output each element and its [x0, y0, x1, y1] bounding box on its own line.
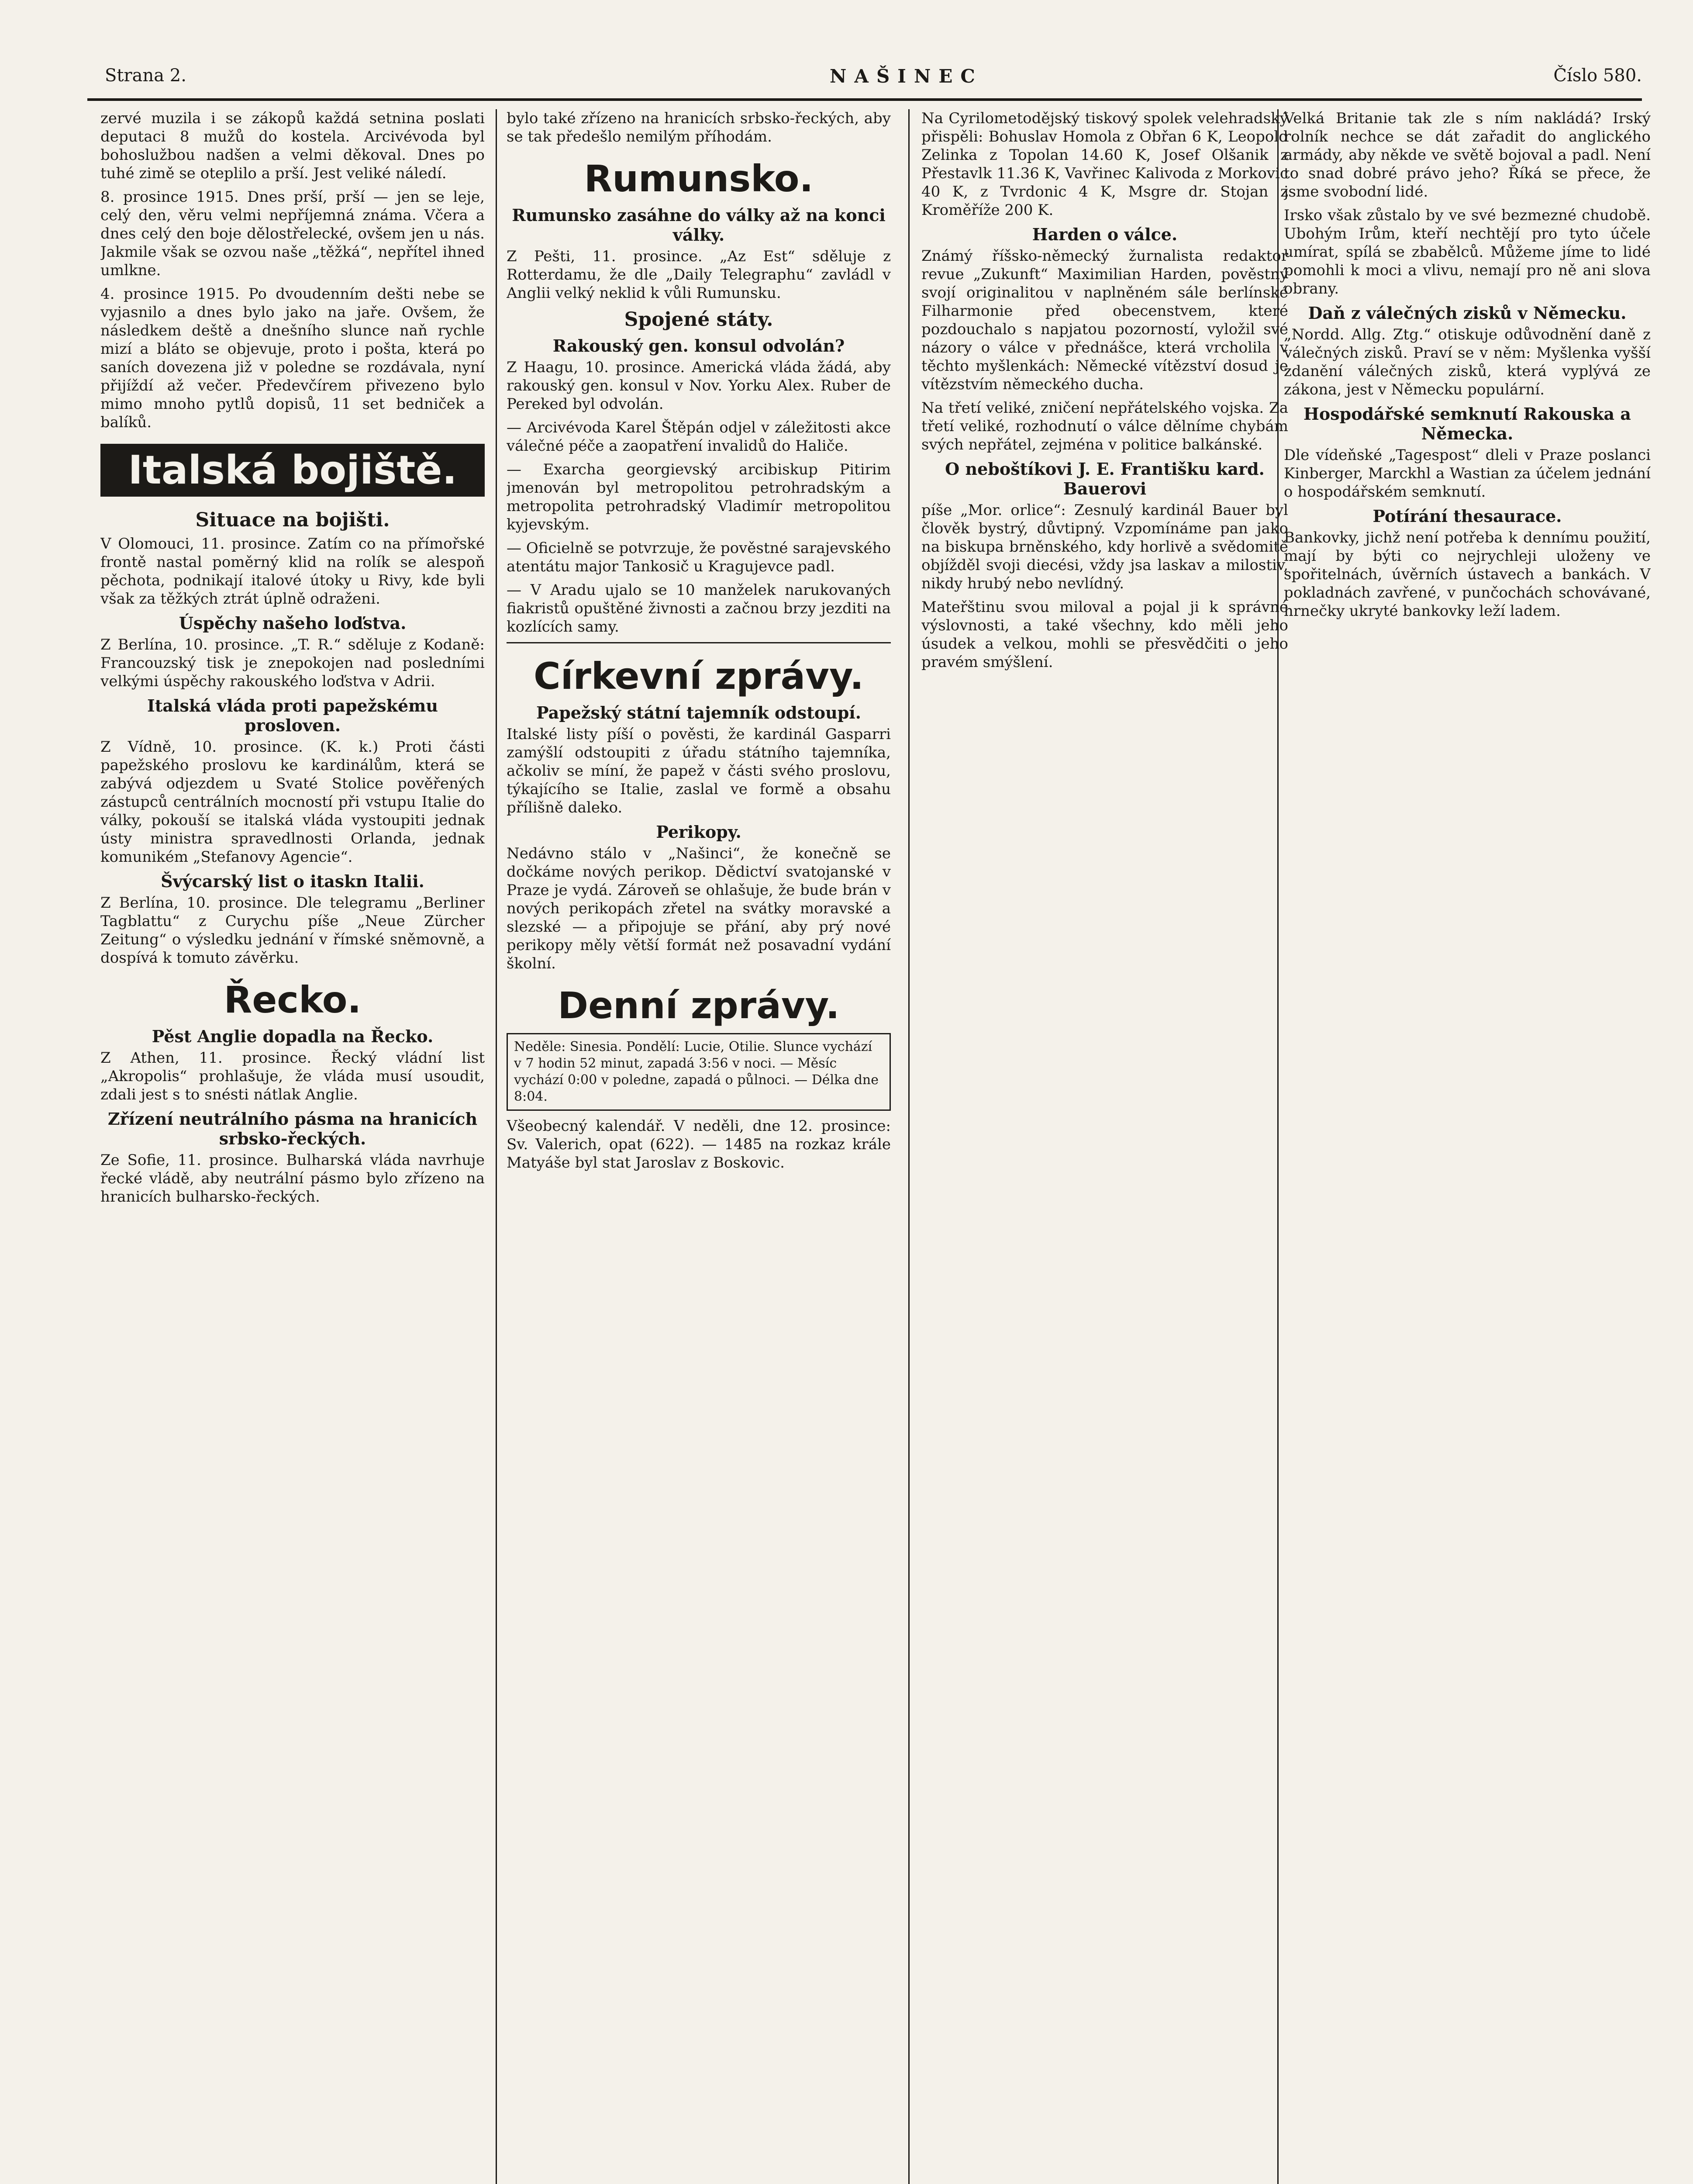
article-text: Na Cyrilometodějský tiskový spolek velehradský přispěli: Bohuslav Homola z Obřan 6 K, Leopold Zelinka z Topolan 14.60 K, Josef Olšanik z Přestavlk 11.36 K, Vavřinec Kalivoda z Morkovic 40 K, z Tvrdonic 4 K, Msgre dr. Stojan z Kroměříže 200 K. — [921, 110, 1288, 219]
column-4 — [1284, 109, 1651, 2184]
column-divider-1 — [496, 109, 497, 2184]
article-text: Nedávno stálo v „Našinci“, že konečně se dočkáme nových perikop. Dědictví svatojanské v Praze je vydá. Zároveň se ohlašuje, že bude brán v nových perikopách zřetel na svátky moravské a slezské — a připojuje se přání, aby prý nové perikopy měly větší formát než posavadní vydání školní. — [507, 845, 891, 972]
article-text: Z Pešti, 11. prosince. „Az Est“ sděluje z Rotterdamu, že dle „Daily Telegraphu“ zavládl v Anglii velký neklid k vůli Rumunsku. — [507, 248, 891, 302]
article-heading: Potírání thesaurace. — [1372, 506, 1562, 526]
header-rule — [87, 98, 1642, 101]
article-text: Ze Sofie, 11. prosince. Bulharská vláda navrhuje řecké vládě, aby neutrální pásmo bylo zřízeno na hranicích bulharsko-řeckých. — [100, 1151, 485, 1206]
article-text: Z Berlína, 10. prosince. Dle telegramu „Berliner Tagblattu“ z Curychu píše „Neue Zürcher Zeitung“ o výsledku jednání v římské sněmovně, a dospívá k tomuto závěrku. — [100, 894, 485, 967]
article-text: Všeobecný kalendář. V neděli, dne 12. prosince: Sv. Valerich, opat (622). — 1485 na rozkaz krále Matyáše byl stat Jaroslav z Boskovic. — [507, 1117, 891, 1171]
article-text: Dle vídeňské „Tagespost“ dleli v Praze poslanci Kinberger, Marckhl a Wastian za účelem jednání o hospodářském semknutí. — [1284, 446, 1651, 501]
article-text: píše „Mor. orlice“: Zesnulý kardinál Bauer byl člověk bystrý, důvtipný. Vzpomínáme pan jako na biskupa brněnského, kdy horlivě a svědomitě objížděl svoji diecési, vždy jsa laskav a milostiv, nikdy hrubý nebo nevlídný. — [921, 501, 1288, 592]
masthead — [105, 66, 1642, 92]
article-text: Mateřštinu svou miloval a pojal ji k správné výslovnosti, a také všechny, kdo měli jeho úsudek a velkou, mohli se přesvědčiti o jeho pravém smýšlení. — [921, 598, 1288, 671]
page-number: Strana 2. — [105, 66, 186, 86]
section-title: Denní zprávy. — [558, 984, 840, 1027]
section-title: Řecko. — [224, 978, 362, 1021]
divider — [507, 642, 891, 643]
article-heading: Rakouský gen. konsul odvolán? — [552, 336, 845, 356]
section-title: Rumunsko. — [584, 157, 814, 200]
article-heading: Úspěchy našeho loďstva. — [179, 613, 407, 633]
article-text: Z Berlína, 10. prosince. „T. R.“ sděluje z Kodaně: Francouzský tisk je znepokojen nad posledními velkými úspěchy rakouského loďstva v Adrii. — [100, 636, 485, 690]
article-text: Irsko však zůstalo by ve své bezmezné chudobě. Ubohým Irům, kteří nechtějí pro tyto účele umírat, spílá se zbabělců. Můžeme jíme to lidé pomohli k moci a vlivu, nemají pro ně ani slova obrany. — [1284, 207, 1651, 297]
column-divider-2 — [908, 109, 910, 2184]
article-heading: O neboštíkovi J. E. Františku kard. Bauerovi — [945, 459, 1265, 498]
article-heading: Pěst Anglie dopadla na Řecko. — [152, 1026, 434, 1046]
column-1 — [100, 109, 485, 2184]
article-heading: Harden o válce. — [1032, 225, 1178, 244]
article-heading: Zřízení neutrálního pásma na hranicích srbsko-řeckých. — [107, 1109, 478, 1148]
article-heading: Daň z válečných zisků v Německu. — [1308, 303, 1627, 323]
issue-number: Číslo 580. — [1553, 66, 1642, 86]
article-text: Z Athen, 11. prosince. Řecký vládní list „Akropolis“ prohlašuje, že vláda musí usoudit, zdali jest s to snésti nátlak Anglie. — [100, 1049, 485, 1103]
section-title: Církevní zprávy. — [534, 655, 864, 698]
article-text: V Olomouci, 11. prosince. Zatím co na přímořské frontě nastal poměrný klid na rolík se alespoň pěchota, podnikají italové útoky u Rivy, kde byli však za těžkých ztrát úplně odraženi. — [100, 535, 485, 608]
article-text: Velká Britanie tak zle s ním nakládá? Irský rolník nechce se dát zařadit do anglického armády, aby někde ve světě bojoval a padl. Není to snad dobré právo jeho? Říká se přece, že jsme svobodní lidé. — [1284, 110, 1651, 200]
article-heading: Švýcarský list o itaskn Italii. — [161, 871, 424, 891]
article-text: Známý říšsko-německý žurnalista redaktor revue „Zukunft“ Maximilian Harden, pověstný svojí originalitou v naplněném sále berlínské Filharmonie před obecenstvem, které pozdouchalo s napjatou pozorností, vyložil své názory o válce v přednášce, která vrcholila v těchto myšlenkách: Německé vítězství dosud je vítězstvím německého ducha. — [921, 247, 1288, 393]
article-text: zervé muzila i se zákopů každá setnina poslati deputaci 8 mužů do kostela. Arcivévoda byl bohoslužbou nadšen a velmi děkoval. Dnes po tuhé zimě se oteplilo a prší. Jest veliké náledí. — [100, 110, 485, 182]
section-heading: Situace na bojišti. — [195, 509, 390, 531]
article-text: — V Aradu ujalo se 10 manželek narukovaných fiakristů opuštěné živnosti a začnou brzy jezditi na kozlících samy. — [507, 581, 891, 636]
article-heading: Italská vláda proti papežskému prosloven. — [147, 696, 438, 735]
section-title: Spojené státy. — [624, 308, 773, 331]
article-text: — Arcivévoda Karel Štěpán odjel v záležitosti akce válečné péče a zaopatření invalidů do Haliče. — [507, 419, 891, 455]
article-text: Italské listy píší o pověsti, že kardinál Gasparri zamýšlí odstoupiti z úřadu státního tajemníka, ačkoliv se míní, že papež v části svého proslovu, týkajícího se Italie, zaslal ve formě a obsahu přílišně daleko. — [507, 726, 891, 816]
article-text: Na třetí veliké, zničení nepřátelského vojska. Za třetí veliké, rozhodnutí o válce dělníme chybám svých nepřátel, zejména v politice balkánské. — [921, 399, 1288, 453]
article-heading: Perikopy. — [656, 822, 741, 842]
article-text: „Nordd. Allg. Ztg.“ otiskuje odůvodnění daně z válečných zisků. Praví se v něm: Myšlenka vyšší zdanění válečných zisků, která vyplývá ze zákona, jest v Německu populární. — [1284, 326, 1651, 398]
calendar-box: Neděle: Sinesia. Pondělí: Lucie, Otilie. Slunce vychází v 7 hodin 52 minut, zapadá 3:56 v noci. — Měsíc vychází 0:00 v poledne, zapadá o půlnoci. — Délka dne 8:04. — [507, 1033, 891, 1111]
article-text: 4. prosince 1915. Po dvoudenním dešti nebe se vyjasnilo a dnes bylo jako na jaře. Ovšem, že následkem deště a dnešního slunce naň rychle mizí a bláto se objevuje, proto i pošta, která po saních dovezena již v poledne se rozdávala, nyní přijíždí až večer. Předevčírem přivezeno bylo mimo mnoho pytlů dopisů, 11 set bedniček a balíků. — [100, 285, 485, 431]
article-heading: Hospodářské semknutí Rakouska a Německa. — [1303, 404, 1631, 443]
article-text: Z Vídně, 10. prosince. (K. k.) Proti části papežského proslovu ke kardinálům, která se zabývá odjezdem u Svaté Stolice pověřených zástupců centrálních mocností při vstupu Italie do války, pokouší se italská vláda vystoupiti jednak ústy ministra spravedlnosti Orlanda, jednak komunikém „Stefanovy Agencie“. — [100, 738, 485, 866]
column-3 — [921, 109, 1288, 2184]
article-text: bylo také zřízeno na hranicích srbsko-řeckých, aby se tak předešlo nemilým příhodám. — [507, 110, 891, 145]
article-text: Bankovky, jichž není potřeba k dennímu použití, mají by býti co nejrychleji uloženy ve spořitelnách, úvěrních ústavech a bankách. V pokladnách zavřené, v punčochách schovávané, hrnečky ukryté bankovky leží ladem. — [1284, 529, 1651, 620]
article-text: Z Haagu, 10. prosince. Americká vláda žádá, aby rakouský gen. konsul v Nov. Yorku Alex. Ruber de Pereked byl odvolán. — [507, 359, 891, 413]
article-text: — Exarcha georgievský arcibiskup Pitirim jmenován byl metropolitou petrohradským a metropolita petrohradský Vladimír metropolitou kyjevským. — [507, 461, 891, 533]
article-text: — Oficielně se potvrzuje, že pověstné sarajevského atentátu major Tankosič u Kragujevce padl. — [507, 539, 891, 575]
article-heading: Rumunsko zasáhne do války až na konci války. — [512, 205, 886, 245]
paper-name: NAŠINEC — [830, 66, 983, 87]
section-banner: Italská bojiště. — [100, 444, 485, 497]
article-text: 8. prosince 1915. Dnes prší, prší — jen se leje, celý den, věru velmi nepříjemná známa. Včera a dnes celý den boje dělostřelecké, ovšem jen u nás. Jakmile však se ozvou naše „těžká“, nepřítel ihned umlkne. — [100, 188, 485, 279]
column-2 — [507, 109, 891, 2184]
article-heading: Papežský státní tajemník odstoupí. — [536, 703, 861, 722]
